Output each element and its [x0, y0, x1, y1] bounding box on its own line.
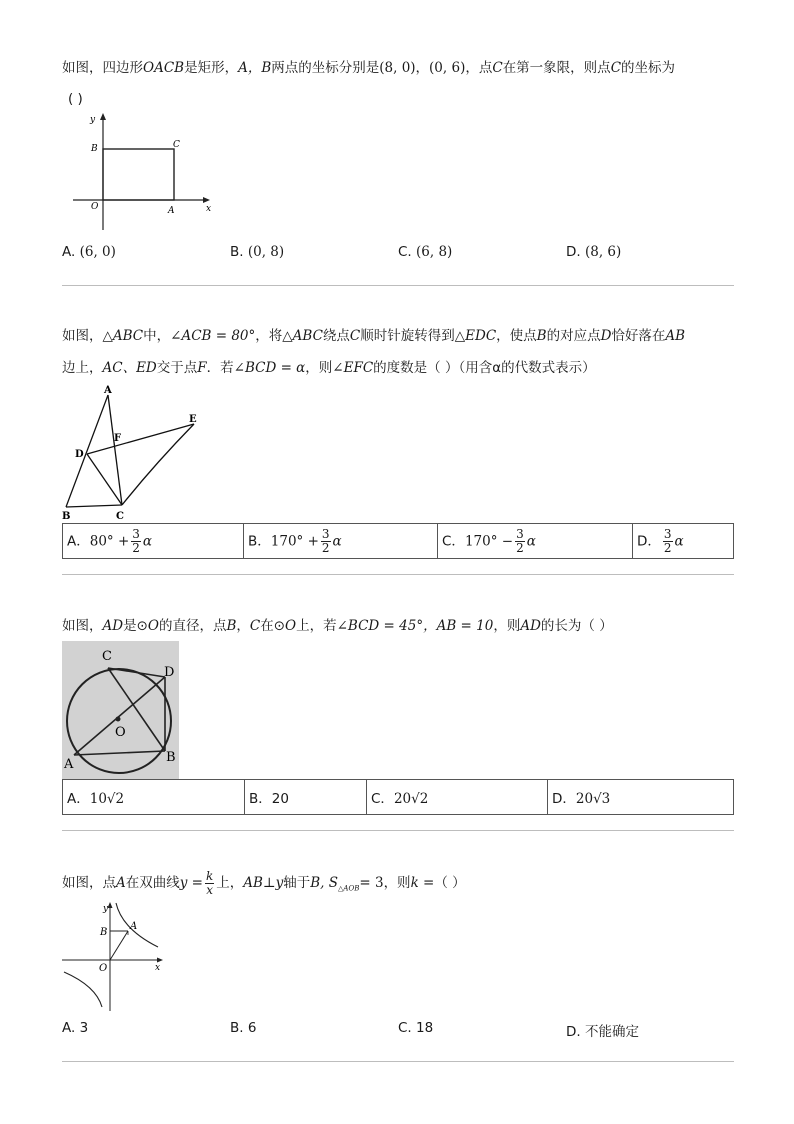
q4-fig-b: B	[100, 927, 108, 938]
q1-text: 是矩形，	[184, 60, 239, 76]
q2-figure	[58, 383, 208, 523]
q4-option-d[interactable]: D. 不能确定	[566, 1024, 639, 1040]
q2-options-table	[62, 523, 734, 559]
q1-coords: (8, 0)，(0, 6)	[379, 60, 466, 76]
q4-fig-o: O	[99, 963, 108, 974]
q3-fig-c: C	[102, 649, 112, 664]
divider	[62, 830, 734, 831]
q4-fig-a: A	[130, 921, 138, 932]
q3-option-d[interactable]: D．20√3	[548, 780, 734, 815]
q4-figure	[60, 899, 170, 1017]
q1-option-d[interactable]: D. (8, 6)	[566, 244, 622, 260]
q2-fig-e: E	[189, 414, 197, 425]
q4-option-a[interactable]: A. 3	[62, 1020, 89, 1036]
q4-options	[62, 1020, 734, 1040]
q1-text: 两点的坐标分别是	[271, 60, 380, 76]
q3-stem: 如图，AD是⊙O的直径，点B，C在⊙O上，若∠BCD = 45°，AB = 10，则AD的长为（ ）	[62, 618, 613, 634]
q4-option-b[interactable]: B. 6	[230, 1020, 257, 1036]
q1-stem	[62, 57, 734, 79]
q1-fig-x: x	[206, 204, 212, 214]
q1-option-b[interactable]: B. (0, 8)	[230, 244, 285, 260]
q3-fig-a: A	[64, 757, 74, 772]
q1-fig-y: y	[90, 115, 96, 125]
q2-option-d[interactable]: D． $\frac{3}{2}$ α	[633, 524, 734, 559]
q2-fig-d: D	[75, 449, 84, 460]
q4-fig-x: x	[155, 963, 161, 973]
q3-option-a[interactable]: A．10√2	[63, 780, 245, 815]
q1-fig-c: C	[173, 140, 180, 150]
q1-option-c[interactable]: C. (6, 8)	[398, 244, 453, 260]
q1-figure	[70, 110, 220, 235]
q2-option-a[interactable]: A．80° + $\frac{3}{2}$ α	[63, 524, 244, 559]
q1-quad: OACB	[143, 60, 185, 76]
q1-text: ，点	[465, 60, 493, 76]
q4-option-c[interactable]: C. 18	[398, 1020, 434, 1036]
q3-fig-o: O	[115, 725, 126, 740]
q1-point-c: C	[492, 60, 503, 76]
q4-fig-y: y	[103, 904, 109, 914]
q1-text: 如图，四边形	[62, 60, 143, 76]
q1-option-a[interactable]: A. (6, 0)	[62, 244, 116, 260]
q3-option-c[interactable]: C．20√2	[367, 780, 548, 815]
q1-points: A，B	[238, 60, 272, 76]
q2-stem-line2: 边上，AC、ED交于点F．若∠BCD = α，则∠EFC的度数是（ ）（用含α的代数式表示）	[62, 360, 596, 376]
q2-option-b[interactable]: B．170° + $\frac{3}{2}$ α	[244, 524, 438, 559]
divider	[62, 1061, 734, 1062]
q2-stem-line1: 如图，△ABC中，∠ACB = 80°，将△ABC绕点C顺时针旋转得到△EDC，使点B的对应点D恰好落在AB	[62, 328, 686, 344]
q3-option-b[interactable]: B．20	[245, 780, 367, 815]
q1-options	[62, 244, 734, 260]
q1-fig-o: O	[91, 202, 99, 212]
q2-fig-f: F	[114, 433, 122, 444]
q1-fig-a: A	[168, 206, 175, 216]
q2-fig-a: A	[104, 385, 112, 396]
q1-answer-paren: ( )	[68, 91, 83, 107]
q1-fig-b: B	[91, 144, 98, 154]
q3-fig-b: B	[166, 750, 176, 765]
divider	[62, 574, 734, 575]
q1-text: 的坐标为	[621, 60, 676, 76]
q3-options-table	[62, 779, 734, 815]
q3-figure	[62, 641, 179, 779]
q1-text: 在第一象限，则点	[502, 60, 611, 76]
q4-stem: 如图，点A在双曲线y = $\frac{k}{x}$ 上，AB⊥y轴于B, $S_{\triangle AOB}= 3$，则k =（ ）	[62, 868, 466, 897]
q2-fig-c: C	[116, 511, 124, 522]
q2-fig-b: B	[62, 511, 71, 522]
q2-option-c[interactable]: C．170° − $\frac{3}{2}$ α	[438, 524, 633, 559]
q3-fig-d: D	[164, 665, 175, 680]
divider	[62, 285, 734, 286]
q1-point-c: C	[610, 60, 622, 76]
